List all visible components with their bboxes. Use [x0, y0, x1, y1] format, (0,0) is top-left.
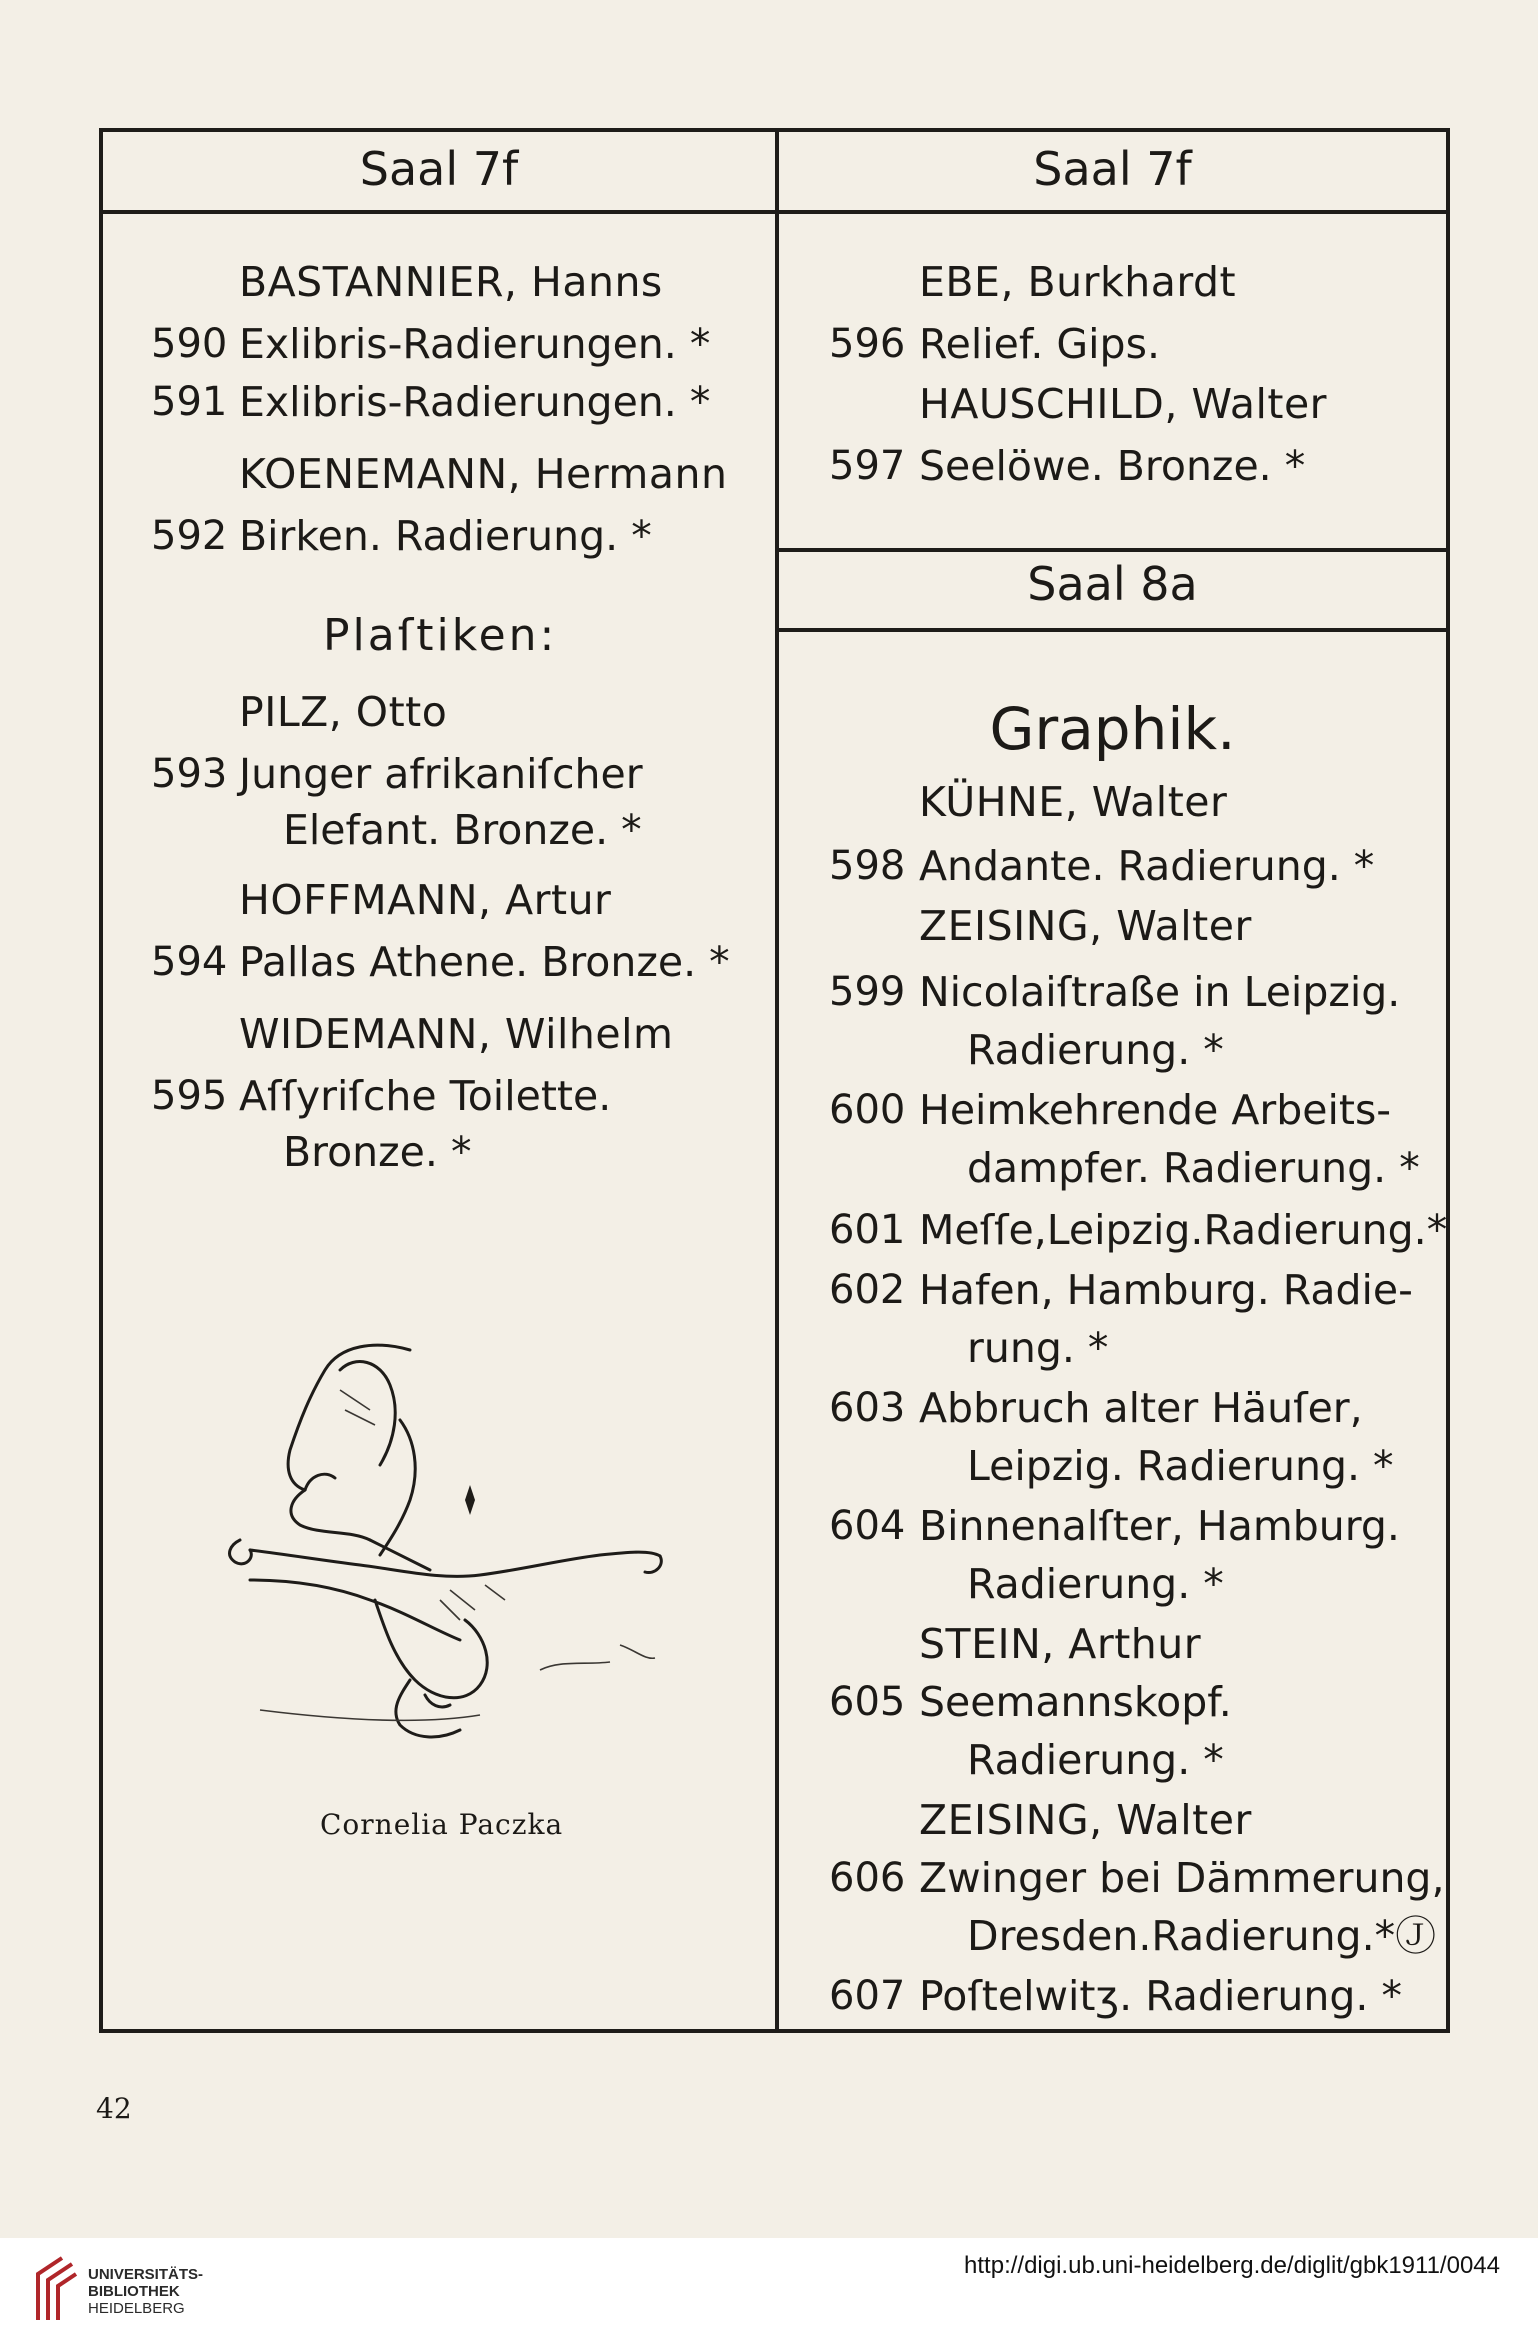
artist-name: WIDEMANN, Wilhelm	[239, 1010, 674, 1058]
catalog-number: 597	[829, 443, 906, 489]
catalog-number: 591	[151, 379, 228, 425]
left-room-header: Saal 7f	[359, 142, 519, 196]
room-separator-rule	[779, 548, 1446, 552]
entry-text: Abbruch alter Häuſer,	[919, 1384, 1363, 1432]
artist-name: PILZ, Otto	[239, 688, 448, 736]
catalog-number: 593	[151, 751, 228, 797]
library-name-line: HEIDELBERG	[88, 2300, 185, 2317]
entry-text: Pallas Athene. Bronze. *	[239, 938, 730, 986]
entry-text: Junger afrikaniſcher	[239, 750, 643, 798]
room-header-8a: Saal 8a	[1027, 557, 1198, 611]
entry-text: Nicolaiſtraße in Leipzig.	[919, 968, 1401, 1016]
entry-text: Meſſe,Leipzig.Radierung.*	[919, 1206, 1448, 1254]
library-logo-icon	[32, 2252, 80, 2324]
artist-name: STEIN, Arthur	[919, 1620, 1202, 1668]
entry-text: Zwinger bei Dämmerung,	[919, 1854, 1445, 1902]
artist-name: HOFFMANN, Artur	[239, 876, 612, 924]
catalog-number: 598	[829, 843, 906, 889]
figure-sketch-illustration	[140, 1300, 780, 1800]
entry-text: Dresden.Radierung.*Ⓙ	[967, 1912, 1437, 1960]
catalog-number: 595	[151, 1073, 228, 1119]
entry-text: Elefant. Bronze. *	[283, 806, 642, 854]
library-name-line: BIBLIOTHEK	[88, 2283, 180, 2300]
catalog-number: 594	[151, 939, 228, 985]
entry-text: Radierung. *	[967, 1736, 1224, 1784]
entry-text: Radierung. *	[967, 1560, 1224, 1608]
entry-text: dampfer. Radierung. *	[967, 1144, 1420, 1192]
entry-text: Bronze. *	[283, 1128, 472, 1176]
entry-text: Leipzig. Radierung. *	[967, 1442, 1394, 1490]
entry-text: Binnenalſter, Hamburg.	[919, 1502, 1400, 1550]
entry-text: Aſſyriſche Toilette.	[239, 1072, 612, 1120]
illustration-caption: Cornelia Paczka	[320, 1808, 564, 1841]
entry-text: Seemannskopf.	[919, 1678, 1232, 1726]
catalog-number: 603	[829, 1385, 906, 1431]
library-name-line: UNIVERSITÄTS-	[88, 2266, 204, 2283]
catalog-number: 605	[829, 1679, 906, 1725]
artist-name: EBE, Burkhardt	[919, 258, 1237, 306]
artist-name: HAUSCHILD, Walter	[919, 380, 1328, 428]
entry-text: Heimkehrende Arbeits-	[919, 1086, 1392, 1134]
catalog-number: 606	[829, 1855, 906, 1901]
entry-text: Exlibris-Radierungen. *	[239, 378, 711, 426]
entry-text: Poſtelwitʒ. Radierung. *	[919, 1972, 1402, 2020]
artist-name: ZEISING, Walter	[919, 902, 1252, 950]
left-header-rule	[103, 210, 775, 214]
right-column	[779, 128, 1446, 2033]
entry-text: Birken. Radierung. *	[239, 512, 652, 560]
entry-text: Radierung. *	[967, 1026, 1224, 1074]
artist-name: ZEISING, Walter	[919, 1796, 1252, 1844]
catalog-number: 590	[151, 321, 228, 367]
entry-text: Seelöwe. Bronze. *	[919, 442, 1306, 490]
entry-text: Exlibris-Radierungen. *	[239, 320, 711, 368]
catalog-number: 600	[829, 1087, 906, 1133]
page-number: 42	[96, 2092, 132, 2125]
room-8a-header-rule	[779, 628, 1446, 632]
catalog-number: 599	[829, 969, 906, 1015]
source-url-link[interactable]: http://digi.ub.uni-heidelberg.de/diglit/gbk1911/0044	[964, 2252, 1500, 2279]
catalog-number: 601	[829, 1207, 906, 1253]
catalog-number: 596	[829, 321, 906, 367]
catalog-number: 604	[829, 1503, 906, 1549]
entry-text: Andante. Radierung. *	[919, 842, 1375, 890]
entry-text: rung. *	[967, 1324, 1109, 1372]
entry-text: Relief. Gips.	[919, 320, 1160, 368]
section-title: Plaſtiken:	[323, 610, 558, 661]
artist-name: KOENEMANN, Hermann	[239, 450, 728, 498]
artist-name: KÜHNE, Walter	[919, 778, 1228, 826]
catalog-number: 592	[151, 513, 228, 559]
right-room-header: Saal 7f	[1033, 142, 1192, 196]
catalog-number: 602	[829, 1267, 906, 1313]
library-name	[88, 2266, 203, 2317]
right-header-rule	[779, 210, 1446, 214]
entry-text: Hafen, Hamburg. Radie-	[919, 1266, 1413, 1314]
catalog-number: 607	[829, 1973, 906, 2019]
section-title: Graphik.	[989, 695, 1236, 763]
artist-name: BASTANNIER, Hanns	[239, 258, 663, 306]
